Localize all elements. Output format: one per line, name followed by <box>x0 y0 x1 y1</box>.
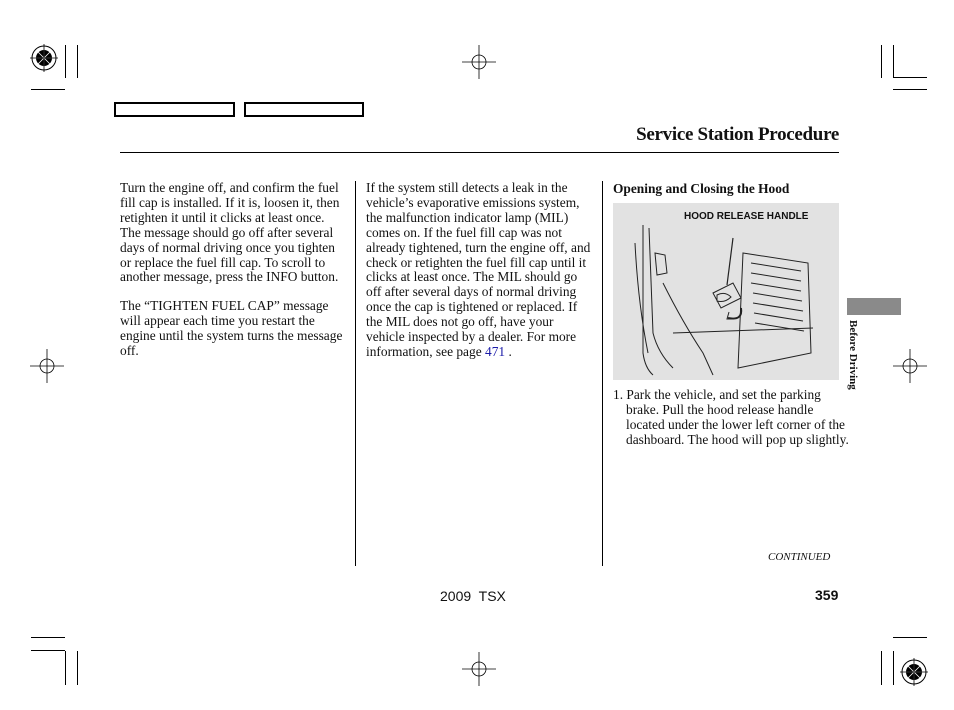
paragraph: Turn the engine off, and confirm the fuel fill cap is installed. If it is, loosen it, then retighten it until it clicks at least once. The message should go off after several days of normal driving once you tighten or replace the fuel fill cap. To scroll to another message, press the INFO button. <box>120 180 340 285</box>
step-1: 1. Park the vehicle, and set the parking brake. Pull the hood release handle located under the lower left corner of the dashboard. The hood will pop up slightly. <box>613 387 849 447</box>
crop-mark <box>881 651 882 685</box>
crosshair-icon <box>462 652 496 686</box>
crop-mark <box>893 651 894 685</box>
column-divider <box>602 181 603 566</box>
crop-mark <box>77 651 78 685</box>
hood-release-figure <box>613 203 839 380</box>
crop-mark <box>31 637 65 638</box>
nav-tab-box[interactable] <box>114 102 235 117</box>
crop-mark <box>893 89 927 90</box>
column-divider <box>355 181 356 566</box>
footer-model: 2009 TSX <box>440 588 506 604</box>
crop-mark <box>65 651 66 685</box>
crosshair-icon <box>30 349 64 383</box>
figure-label: HOOD RELEASE HANDLE <box>684 211 809 222</box>
paragraph-tail: . <box>505 343 512 359</box>
crop-mark <box>893 637 927 638</box>
crop-mark <box>893 77 927 78</box>
section-subheading: Opening and Closing the Hood <box>613 181 790 196</box>
crosshair-icon <box>893 349 927 383</box>
crop-mark <box>881 45 882 78</box>
middle-column <box>366 181 592 374</box>
crop-mark <box>31 650 65 651</box>
paragraph-text: If the system still detects a leak in the vehicle’s evaporative emissions system, the malfunction indicator lamp (MIL) comes on. If the fuel fill cap was not already tightened, turn the engine off, and check or retighten the fuel fill cap until it clicks at least once. The MIL should go off after several days of normal driving once the cap is tightened or replaced. If the MIL does not go off, have your vehicle inspected by a dealer. For more information, see page <box>366 180 591 359</box>
nav-tab-box[interactable] <box>244 102 364 117</box>
registration-target-icon <box>900 658 928 686</box>
crop-mark <box>65 45 66 78</box>
continued-label: CONTINUED <box>768 551 831 563</box>
hood-release-illustration <box>613 203 839 380</box>
page-link[interactable]: 471 <box>485 343 506 359</box>
side-section-label <box>845 320 863 404</box>
registration-target-icon <box>30 44 58 72</box>
page-number: 359 <box>815 587 839 603</box>
side-section-text: Before Driving <box>847 320 859 390</box>
crop-mark <box>893 45 894 78</box>
paragraph <box>366 181 592 360</box>
crop-mark <box>31 89 65 90</box>
section-tab-marker[interactable] <box>847 298 901 315</box>
page-title: Service Station Procedure <box>636 124 839 145</box>
crosshair-icon <box>462 45 496 79</box>
crop-mark <box>77 45 78 78</box>
paragraph: The “TIGHTEN FUEL CAP” message will appear each time you restart the engine until the system turns the message off. <box>120 298 343 359</box>
left-column <box>120 181 346 373</box>
title-rule <box>120 152 839 153</box>
